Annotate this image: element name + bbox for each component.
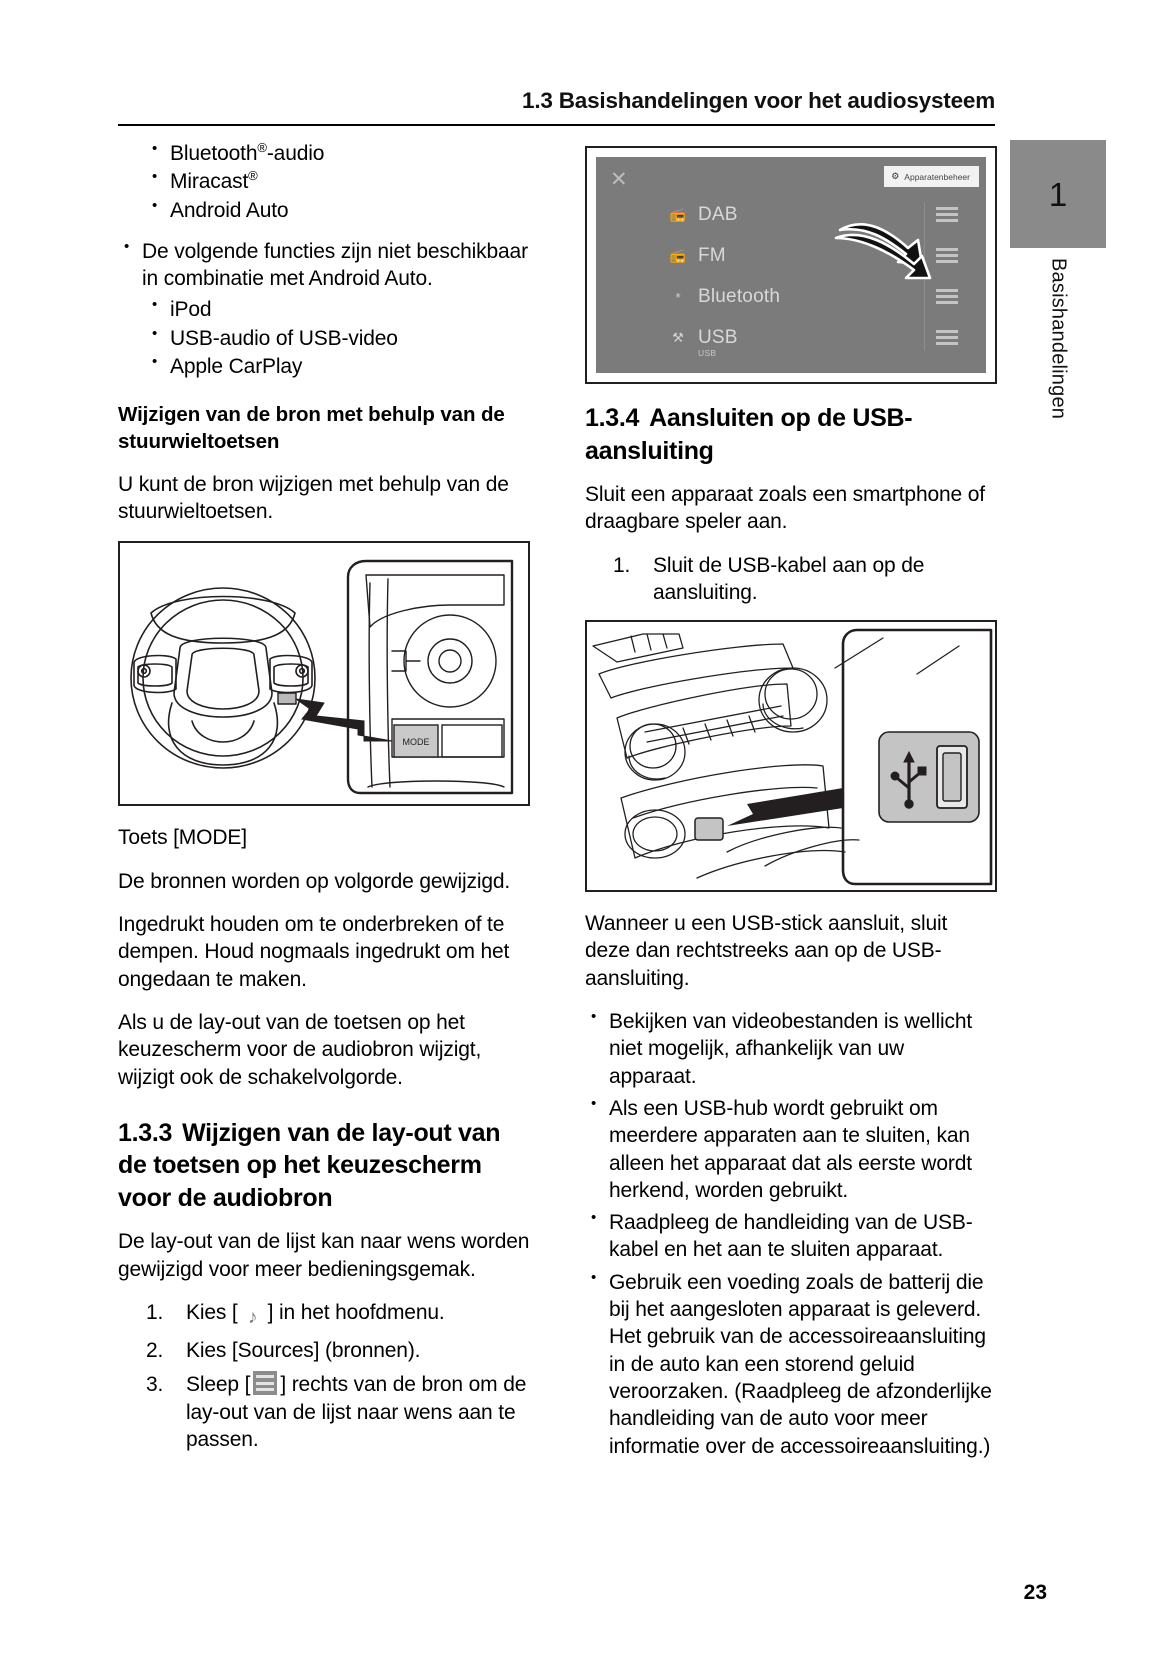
- page-number: 23: [1023, 1581, 1047, 1604]
- section-134-intro: Sluit een apparaat zoals een smartphone of draagbare speler aan.: [585, 483, 985, 534]
- step-item: [146, 1371, 530, 1453]
- list-item: • iPod: [146, 296, 530, 323]
- not-available-list: [118, 238, 530, 293]
- list-item: • Raadpleeg de handleiding van de USB-kabel en het aan te sluiten apparaat.: [585, 1209, 997, 1264]
- header-title: 1.3 Basishandelingen voor het audiosysteem: [522, 88, 995, 113]
- chapter-label: [1010, 258, 1106, 488]
- device-manager-label: Apparatenbeheer: [904, 171, 970, 182]
- list-item: • Gebruik een voeding zoals de batterij die bij het aangesloten apparaat is geleverd. Het gebruik van de accessoireaansluiting in de auto kan een storend geluid veroorzaken. (Raadpleeg de afzonderlijke handleiding van de auto voor meer informatie over de accessoireaansluiting.): [585, 1269, 997, 1460]
- source-row-bluetooth[interactable]: [596, 283, 986, 311]
- step-text-after: ] rechts van de bron om de lay-out van de lijst naar wens aan te passen.: [186, 1373, 527, 1451]
- radio-icon: 📻: [669, 207, 687, 222]
- list-item: • Apple CarPlay: [146, 353, 530, 380]
- list-item: • Miracast®: [146, 168, 530, 195]
- paragraph-3: Als u de lay-out van de toetsen op het keuzescherm voor de audiobron wijzigt, wijzigt ook de schakelvolgorde.: [118, 1010, 482, 1089]
- paragraph-1: De bronnen worden op volgorde gewijzigd.: [118, 869, 511, 893]
- drag-handle-icon[interactable]: [936, 330, 958, 348]
- step-item: [146, 1337, 530, 1364]
- usb-port-illustration: [587, 622, 995, 890]
- usb-notes-list: [585, 1008, 997, 1460]
- list-item: • Als een USB-hub wordt gebruikt om meerdere apparaten aan te sluiten, kan alleen het apparaat dat als eerste wordt herkend, worden gebruikt.: [585, 1095, 997, 1204]
- radio-icon: 📻: [669, 248, 687, 263]
- list-item: • USB-audio of USB-video: [146, 325, 530, 352]
- left-column: [118, 140, 530, 1467]
- list-item: • De volgende functies zijn niet beschikbaar in combinatie met Android Auto.: [118, 238, 530, 293]
- after-figure-paragraph: Wanneer u een USB-stick aansluit, sluit deze dan rechtstreeks aan op de USB-aansluiting.: [585, 912, 948, 990]
- gear-icon: ⚙: [891, 171, 900, 181]
- subheading-steering-wheel: Wijzigen van de bron met behulp van de stuurwieltoetsen: [118, 403, 505, 453]
- close-icon[interactable]: ✕: [610, 168, 628, 191]
- source-name: Bluetooth: [698, 286, 781, 307]
- section-heading-1-3-4: [585, 402, 997, 467]
- source-name: USB: [698, 327, 738, 348]
- mode-button-label: MODE: [402, 737, 430, 748]
- top-bullet-list: [146, 140, 530, 224]
- list-item: • Bekijken van videobestanden is wellicht niet mogelijk, afhankelijk van uw apparaat.: [585, 1008, 997, 1090]
- device-manager-button[interactable]: [884, 166, 979, 187]
- source-name: DAB: [698, 204, 738, 225]
- drag-arrow-annotation: [834, 212, 964, 282]
- bluetooth-icon: *: [675, 289, 681, 305]
- music-note-icon: ♪: [247, 1306, 258, 1328]
- source-list-figure: [585, 146, 997, 384]
- list-item: • Android Auto: [146, 197, 530, 224]
- section-title: Aansluiten op de USB-aansluiting: [585, 404, 913, 465]
- step-item: [146, 1299, 530, 1330]
- page-header: [118, 88, 995, 114]
- drag-handle-icon[interactable]: [936, 289, 958, 307]
- step-text-after: ] in het hoofdmenu.: [267, 1300, 445, 1324]
- source-name: FM: [698, 245, 726, 266]
- list-handle-icon: [253, 1371, 277, 1395]
- source-subtitle: USB: [698, 348, 717, 358]
- section-title: Wijzigen van de lay-out van de toetsen op het keuzescherm voor de audiobron: [118, 1118, 501, 1212]
- step-text-before: Kies [: [186, 1300, 238, 1324]
- steering-wheel-illustration: [120, 543, 528, 804]
- section-134-steps: [585, 552, 997, 607]
- mode-caption: Toets [MODE]: [118, 826, 247, 850]
- section-133-intro: De lay-out van de lijst kan naar wens worden gewijzigd voor meer bedieningsgemak.: [118, 1230, 530, 1281]
- usb-port-figure: [585, 620, 997, 892]
- section-133-steps: [118, 1299, 530, 1453]
- header-rule: [118, 124, 995, 126]
- intro-paragraph: U kunt de bron wijzigen met behulp van de stuurwieltoetsen.: [118, 472, 509, 524]
- chapter-label-text: Basishandelingen: [1047, 258, 1070, 420]
- step-text: Kies [Sources] (bronnen).: [186, 1338, 421, 1362]
- step-item: Sluit de USB-kabel aan op de aansluiting.: [653, 553, 925, 604]
- step-text-before: Sleep [: [186, 1373, 251, 1397]
- not-available-sublist: [146, 296, 530, 380]
- usb-icon: ⚒: [672, 330, 684, 345]
- list-item: • Bluetooth®-audio: [146, 140, 530, 167]
- chapter-number: 1: [1048, 175, 1068, 213]
- infotainment-screen: [596, 157, 986, 373]
- chapter-tab: [1010, 140, 1106, 248]
- steering-wheel-figure: [118, 541, 530, 806]
- source-row-usb[interactable]: [596, 324, 986, 358]
- section-number: 1.3.3: [118, 1118, 173, 1147]
- right-column: [585, 140, 997, 1474]
- section-number: 1.3.4: [585, 404, 640, 432]
- paragraph-2: Ingedrukt houden om te onderbreken of te dempen. Houd nogmaals ingedrukt om het ongedaan te maken.: [118, 913, 510, 991]
- section-heading-1-3-3: [118, 1117, 530, 1215]
